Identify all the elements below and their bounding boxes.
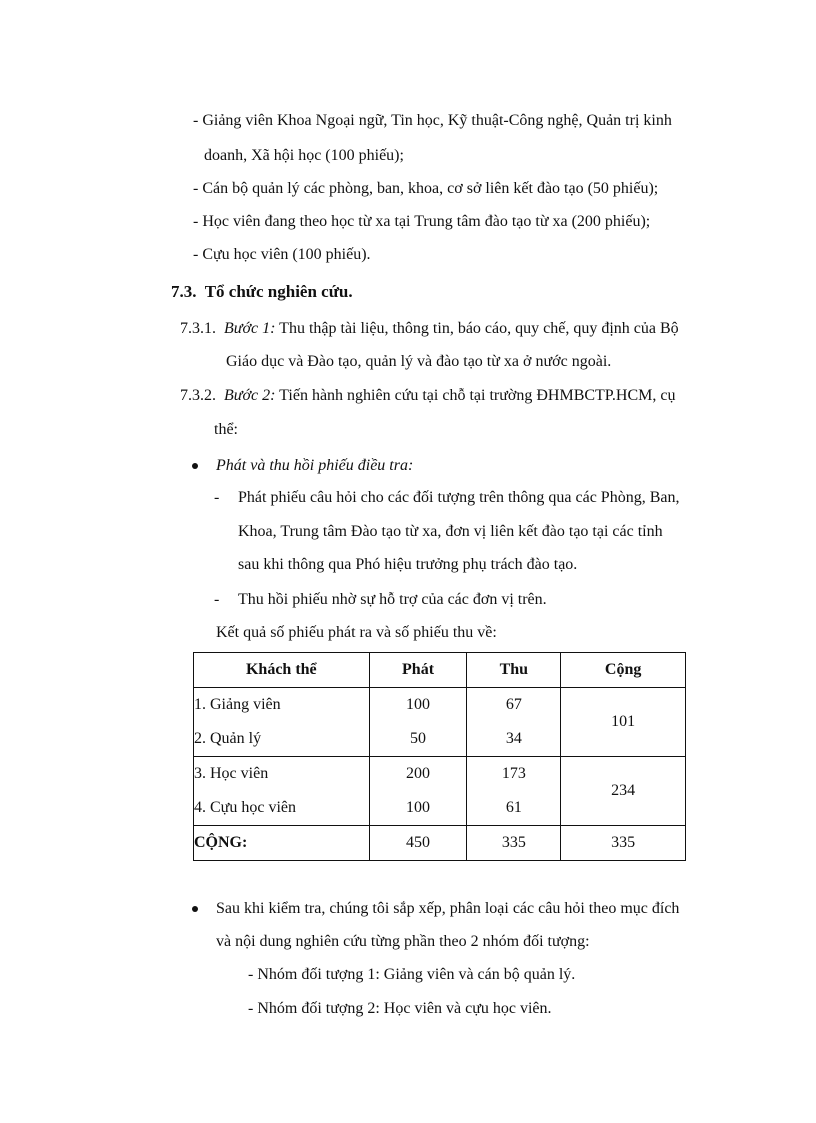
received-cell: 67 bbox=[505, 696, 522, 713]
bullet-dot bbox=[192, 463, 198, 469]
group-line-2: - Nhóm đối tượng 2: Học viên và cựu học viên. bbox=[248, 1000, 552, 1017]
result-caption: Kết quả số phiếu phát ra và số phiếu thu về: bbox=[216, 624, 497, 641]
issued-cell: 50 bbox=[410, 730, 427, 747]
group1-subjects bbox=[194, 688, 370, 757]
received-cell: 34 bbox=[505, 730, 522, 747]
step2-label: Bước 2: bbox=[224, 387, 276, 404]
intro-line-5: - Cựu học viên (100 phiếu). bbox=[193, 246, 371, 263]
received-cell: 61 bbox=[505, 799, 522, 816]
header-subject: Khách thể bbox=[194, 653, 370, 688]
intro-line-3: - Cán bộ quản lý các phòng, ban, khoa, cơ sở liên kết đào tạo (50 phiếu); bbox=[193, 180, 659, 197]
step2-number: 7.3.2. bbox=[180, 387, 216, 404]
bullet1-dash1-line1: Phát phiếu câu hỏi cho các đối tượng trên thông qua các Phòng, Ban, bbox=[238, 489, 680, 506]
group2-received bbox=[467, 757, 561, 826]
header-issued: Phát bbox=[369, 653, 467, 688]
step1-line bbox=[180, 319, 679, 339]
section-number: 7.3. bbox=[171, 282, 197, 301]
section-title: Tổ chức nghiên cứu. bbox=[204, 282, 353, 301]
bullet2-line2: và nội dung nghiên cứu từng phần theo 2 nhóm đối tượng: bbox=[216, 933, 590, 950]
section-heading bbox=[171, 282, 353, 302]
step2-text: Tiến hành nghiên cứu tại chỗ tại trường ĐHMBCTP.HCM, cụ bbox=[275, 387, 676, 404]
table-row bbox=[194, 688, 686, 757]
group2-issued bbox=[369, 757, 467, 826]
total-sum: 335 bbox=[561, 826, 686, 861]
group1-issued bbox=[369, 688, 467, 757]
results-table bbox=[193, 652, 686, 861]
table-row bbox=[194, 757, 686, 826]
subject-cell: 2. Quản lý bbox=[194, 730, 262, 747]
bullet1-dash1-line3: sau khi thông qua Phó hiệu trưởng phụ trách đào tạo. bbox=[238, 556, 578, 573]
step1-cont: Giáo dục và Đào tạo, quản lý và đào tạo từ xa ở nước ngoài. bbox=[226, 353, 612, 370]
bullet-dot bbox=[192, 906, 198, 912]
bullet1-title: Phát và thu hồi phiếu điều tra: bbox=[216, 457, 414, 474]
step2-line bbox=[180, 386, 675, 406]
issued-cell: 100 bbox=[406, 799, 431, 816]
bullet1-dash1-line2: Khoa, Trung tâm Đào tạo từ xa, đơn vị liên kết đào tạo tại các tỉnh bbox=[238, 523, 663, 540]
group2-subjects bbox=[194, 757, 370, 826]
dash-marker: - bbox=[214, 489, 220, 506]
step1-number: 7.3.1. bbox=[180, 320, 216, 337]
table-header-row bbox=[194, 653, 686, 688]
table-total-row bbox=[194, 826, 686, 861]
header-received: Thu bbox=[467, 653, 561, 688]
received-cell: 173 bbox=[501, 765, 526, 782]
total-received: 335 bbox=[467, 826, 561, 861]
subject-cell: 3. Học viên bbox=[194, 765, 269, 782]
group2-total: 234 bbox=[561, 757, 686, 826]
dash-marker: - bbox=[214, 591, 220, 608]
subject-cell: 4. Cựu học viên bbox=[194, 799, 296, 816]
issued-cell: 200 bbox=[406, 765, 431, 782]
bullet1-dash2: Thu hồi phiếu nhờ sự hỗ trợ của các đơn vị trên. bbox=[238, 591, 547, 608]
group-line-1: - Nhóm đối tượng 1: Giảng viên và cán bộ quản lý. bbox=[248, 966, 576, 983]
issued-cell: 100 bbox=[406, 696, 431, 713]
intro-line-2: doanh, Xã hội học (100 phiếu); bbox=[204, 147, 404, 164]
step1-label: Bước 1: bbox=[224, 320, 276, 337]
intro-line-4: - Học viên đang theo học từ xa tại Trung tâm đào tạo từ xa (200 phiếu); bbox=[193, 213, 651, 230]
total-issued: 450 bbox=[369, 826, 467, 861]
group1-total: 101 bbox=[561, 688, 686, 757]
intro-line-1: - Giảng viên Khoa Ngoại ngữ, Tin học, Kỹ thuật-Công nghệ, Quản trị kinh bbox=[193, 112, 672, 129]
step2-cont: thể: bbox=[214, 421, 238, 438]
group1-received bbox=[467, 688, 561, 757]
step1-text: Thu thập tài liệu, thông tin, báo cáo, quy chế, quy định của Bộ bbox=[275, 320, 679, 337]
total-label: CỘNG: bbox=[194, 826, 370, 861]
bullet2-line1: Sau khi kiểm tra, chúng tôi sắp xếp, phân loại các câu hỏi theo mục đích bbox=[216, 900, 680, 917]
subject-cell: 1. Giảng viên bbox=[194, 696, 281, 713]
header-total: Cộng bbox=[561, 653, 686, 688]
